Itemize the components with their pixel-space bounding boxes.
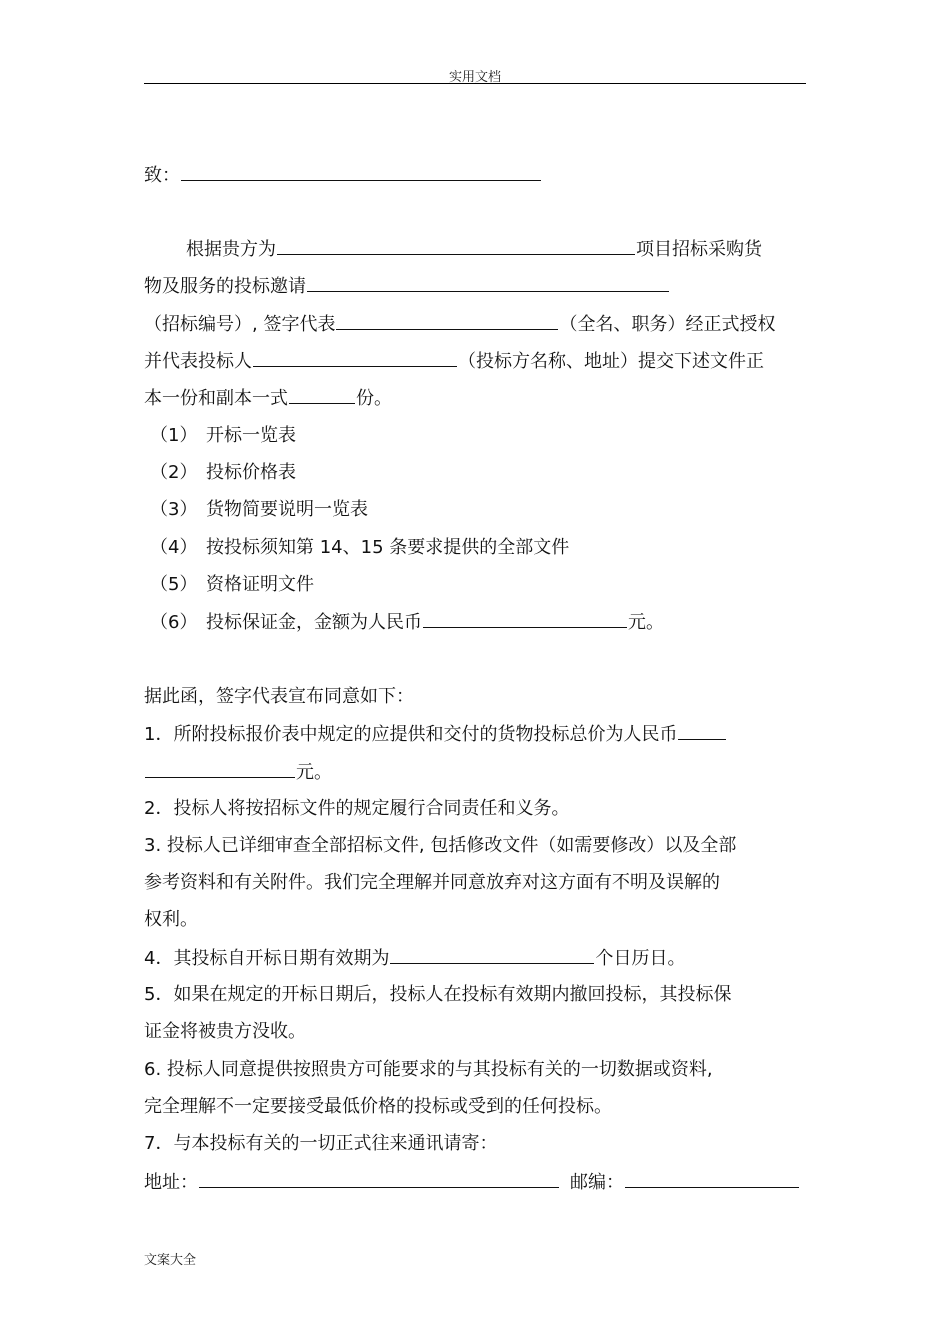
to-label: 致： [144,165,180,186]
to-line [144,163,810,188]
doc-text: 元。 [628,612,664,633]
doc-text: 资格证明文件 [206,574,314,595]
doc-item [150,461,296,485]
clause-7: 7．与本投标有关的一切正式往来通讯请寄： [144,1133,498,1154]
clause-text: 元。 [296,762,332,783]
total-price-blank-cont[interactable] [145,760,295,778]
page-header: 实用文档 [448,70,501,85]
doc-num: （1） [150,425,198,446]
para1-text: 物及服务的投标邀请 [144,276,306,297]
clause-1-line1 [144,722,810,747]
clause-6-line1: 6. 投标人同意提供按照贵方可能要求的与其投标有关的一切数据或资料, [144,1059,713,1080]
signatory-blank[interactable] [336,312,558,330]
clause-3-line3: 权利。 [144,909,198,930]
clause-text: 4．其投标自开标日期有效期为 [144,948,390,969]
para1-text: （全名、职务）经正式授权 [559,314,776,335]
address-blank[interactable] [199,1170,559,1188]
declare-line: 据此函，签字代表宣布同意如下： [144,686,414,707]
clause-5-line2: 证金将被贵方没收。 [144,1021,306,1042]
doc-text: 开标一览表 [206,425,296,446]
doc-num: （3） [150,499,198,520]
total-price-blank[interactable] [678,722,726,740]
doc-item [150,536,569,560]
doc-text: 按投标须知第 14、15 条要求提供的全部文件 [206,537,570,558]
para1-text: 本一份和副本一式 [144,388,288,409]
para1-line5 [144,386,810,411]
page-footer: 文案大全 [144,1253,197,1268]
clause-1-line2 [144,760,810,785]
address-label: 地址： [144,1172,198,1193]
address-line [144,1170,810,1195]
doc-text: 投标保证金，金额为人民币 [206,612,422,633]
doc-num: （5） [150,574,198,595]
para1-text: 项目招标采购货 [636,239,762,260]
invitation-blank[interactable] [307,274,669,292]
bidder-blank[interactable] [253,349,457,367]
doc-num: （2） [150,462,198,483]
clause-6-line2: 完全理解不一定要接受最低价格的投标或受到的任何投标。 [144,1096,612,1117]
clause-2: 2．投标人将按招标文件的规定履行合同责任和义务。 [144,798,570,819]
para1-line1 [186,237,810,262]
doc-item [150,573,314,597]
deposit-amount-blank[interactable] [423,610,627,628]
para1-text: （招标编号）, 签字代表 [144,314,336,335]
clause-4 [144,946,810,971]
clause-5-line1: 5．如果在规定的开标日期后，投标人在投标有效期内撤回投标，其投标保 [144,984,732,1005]
clause-text: 1．所附投标报价表中规定的应提供和交付的货物投标总价为人民币 [144,724,678,745]
clause-text: 个日历日。 [595,948,686,969]
doc-item [150,424,296,448]
zip-blank[interactable] [625,1170,799,1188]
project-blank[interactable] [277,237,635,255]
copies-blank[interactable] [289,386,355,404]
validity-days-blank[interactable] [390,946,594,964]
para1-text: 份。 [356,388,392,409]
doc-text: 投标价格表 [206,462,296,483]
header-rule [144,83,806,84]
para1-line2 [144,274,810,299]
doc-item [150,610,664,635]
para1-line3 [144,312,810,337]
para1-text: （投标方名称、地址）提交下述文件正 [458,351,764,372]
recipient-blank[interactable] [181,163,541,181]
doc-text: 货物简要说明一览表 [206,499,368,520]
para1-line4 [144,349,810,374]
para1-text: 并代表投标人 [144,351,252,372]
para1-text: 根据贵方为 [186,239,276,260]
zip-label: 邮编： [570,1172,624,1193]
doc-item [150,498,368,522]
clause-3-line2: 参考资料和有关附件。我们完全理解并同意放弃对这方面有不明及误解的 [144,872,720,893]
clause-3-line1: 3. 投标人已详细审查全部招标文件, 包括修改文件（如需要修改）以及全部 [144,835,737,856]
doc-num: （6） [150,612,198,633]
doc-num: （4） [150,537,198,558]
